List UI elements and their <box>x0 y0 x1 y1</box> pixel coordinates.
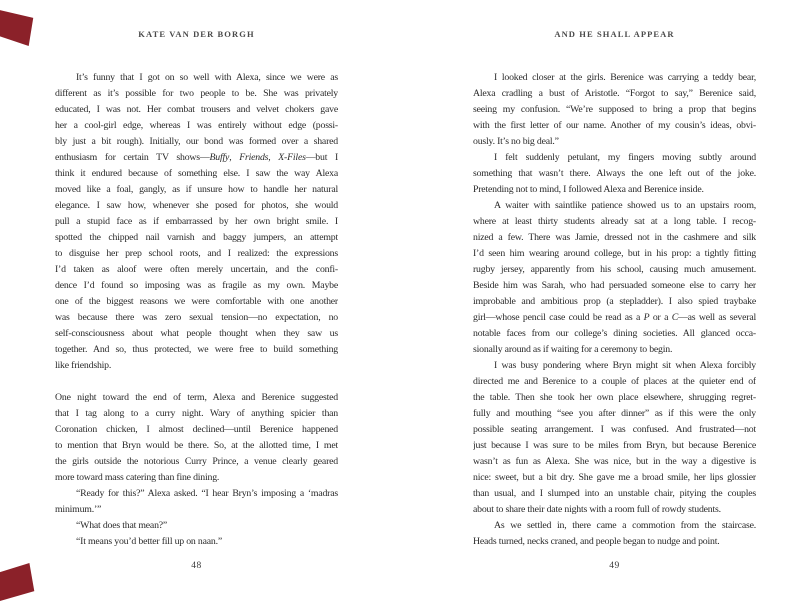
text-line: I felt suddenly petulant, my fingers moving subtly around <box>494 152 756 163</box>
text-line: Coronation chicken, I almost declined—until Berenice happened <box>55 424 338 435</box>
text-line: minimum.’” <box>55 504 102 515</box>
text-line: dence I’d found so imposing was as fragile as my own. Maybe <box>55 280 338 291</box>
page-number-left: 48 <box>191 561 202 571</box>
text-line: girl—whose pencil case could be read as a P or a C—as well as several <box>473 312 756 323</box>
text-line: I was busy pondering where Bryn might sit when Alexa forcibly <box>494 360 756 371</box>
text-line: was because there was zero sexual tension—no expectation, no <box>55 312 338 323</box>
text-line: different as it’s possible for two people to be. She was privately <box>55 88 338 99</box>
text-line: spotted the chipped nail varnish and baggy jumpers, an attempt <box>55 232 338 243</box>
text-line: enthusiasm for certain TV shows—Buffy, Friends, X-Files—but I <box>55 152 338 163</box>
text-line: the table. Then she took her own place elsewhere, shrugging regret- <box>473 392 756 403</box>
text-line: self-consciousness about what people thought when they saw us <box>55 328 338 339</box>
text-line: seeing my confusion. “We’re supposed to bring a prop that begins <box>473 104 756 115</box>
page-right-lines <box>473 70 756 550</box>
text-line: that I tag along to a curry night. Wary of anything spicier than <box>55 408 338 419</box>
text-line: nice: sweet, but a bit dry. She gave me a broad smile, her lips glossier <box>473 472 756 483</box>
text-line: wasn’t as fun as Alexa. She was nice, but in the way a digestive is <box>473 456 756 467</box>
text-line: to mention that Bryn would be there. So, at the allotted time, I met <box>55 440 338 451</box>
page-left-lines <box>55 70 338 550</box>
text-line: sionally around as if waiting for a ceremony to begin. <box>473 344 673 355</box>
running-header-author: KATE VAN DER BORGH <box>138 29 255 39</box>
text-line: I looked closer at the girls. Berenice was carrying a teddy bear, <box>494 72 756 83</box>
text-line: than usual, and I slumped into an unstable chair, pitying the couples <box>473 488 756 499</box>
book-page-right <box>473 0 756 608</box>
text-line: Beside him was Sarah, who had persuaded someone else to carry her <box>473 280 756 291</box>
text-line: “Ready for this?” Alexa asked. “I hear Bryn’s imposing a ‘madras <box>76 488 338 499</box>
text-line: her a cool-girl edge, whereas I was entirely without edge (possi- <box>55 120 338 131</box>
text-line: think it endured because of something else. I saw the way Alexa <box>55 168 338 179</box>
text-line: bly just a bit rough). Initially, our bond was formed over a shared <box>55 136 338 147</box>
text-line: improbable and ambitious prop (a stepladder). I also spied traybake <box>473 296 756 307</box>
text-line: ously. It’s no big deal.” <box>473 136 559 147</box>
paragraph-gap <box>55 374 338 390</box>
text-line: more toward mass catering than fine dining. <box>55 472 220 483</box>
text-line: I’d taken as aloof were often merely uncertain, and the confi- <box>55 264 338 275</box>
text-line: “What does that mean?” <box>76 520 168 531</box>
text-line: One night toward the end of term, Alexa and Berenice suggested <box>55 392 338 403</box>
text-line: to disguise her prep school roots, and I realized: the expressions <box>55 248 338 259</box>
text-line: Pretending not to mind, I followed Alexa and Berenice inside. <box>473 184 704 195</box>
text-line: educated, I was not. Her combat trousers and velvet chokers gave <box>55 104 338 115</box>
text-line: where at least thirty students already sat at a long table. I recog- <box>473 216 756 227</box>
text-line: Alexa cradling a bust of Aristotle. “Forgot to say,” Berenice said, <box>473 88 756 99</box>
text-line: together. And so, thus protected, we were free to build something <box>55 344 338 355</box>
text-line: the girls outside the notorious Curry Prince, a venue clearly geared <box>55 456 338 467</box>
text-line: about to share their date nights with a room full of rowdy students. <box>473 504 721 515</box>
text-line: rugby jersey, apparently from his school, causing much amusement. <box>473 264 756 275</box>
text-line: like friendship. <box>55 360 112 371</box>
text-line: I’d seen him wearing around college, but in his prop: a tightly fitting <box>473 248 756 259</box>
text-line: moved like a foal, gangly, as if unsure how to handle her natural <box>55 184 338 195</box>
text-line: pull a stupid face as if embarrassed by her own bright smile. I <box>55 216 338 227</box>
text-line: with the first letter of our name. Another of my cousin’s ideas, obvi- <box>473 120 756 131</box>
page-number-right: 49 <box>609 561 620 571</box>
red-corner-mark-bottom <box>0 563 35 601</box>
text-line: It’s funny that I got on so well with Alexa, since we were as <box>76 72 338 83</box>
red-corner-mark-top <box>0 9 35 46</box>
text-line: notable faces from our college’s dining societies. All glanced occa- <box>473 328 756 339</box>
text-line: Heads turned, necks craned, and people began to nudge and point. <box>473 536 720 547</box>
text-line: directed me and Berenice to a couple of places at the quieter end of <box>473 376 756 387</box>
text-line: fully and mouthing “see you after dinner” as if this were the only <box>473 408 756 419</box>
text-line: possible seating arrangement. I was confused. And frustrated—not <box>473 424 756 435</box>
text-line: one of the biggest reasons we were comfortable with one another <box>55 296 338 307</box>
text-line: nized a few. There was Jamie, dressed not in the cashmere and silk <box>473 232 756 243</box>
book-page-left <box>55 0 338 608</box>
text-line: As we settled in, there came a commotion from the staircase. <box>494 520 756 531</box>
text-line: elegance. I saw how, whenever she posed for photos, she would <box>55 200 338 211</box>
running-header-title: AND HE SHALL APPEAR <box>554 29 675 39</box>
text-line: A waiter with saintlike patience showed us to an upstairs room, <box>494 200 756 211</box>
text-line: something that wasn’t there. Always the one left out of the joke. <box>473 168 756 179</box>
text-line: “It means you’d better fill up on naan.” <box>76 536 222 547</box>
text-line: just because I was sure to be miles from Bryn, but because Berenice <box>473 440 756 451</box>
